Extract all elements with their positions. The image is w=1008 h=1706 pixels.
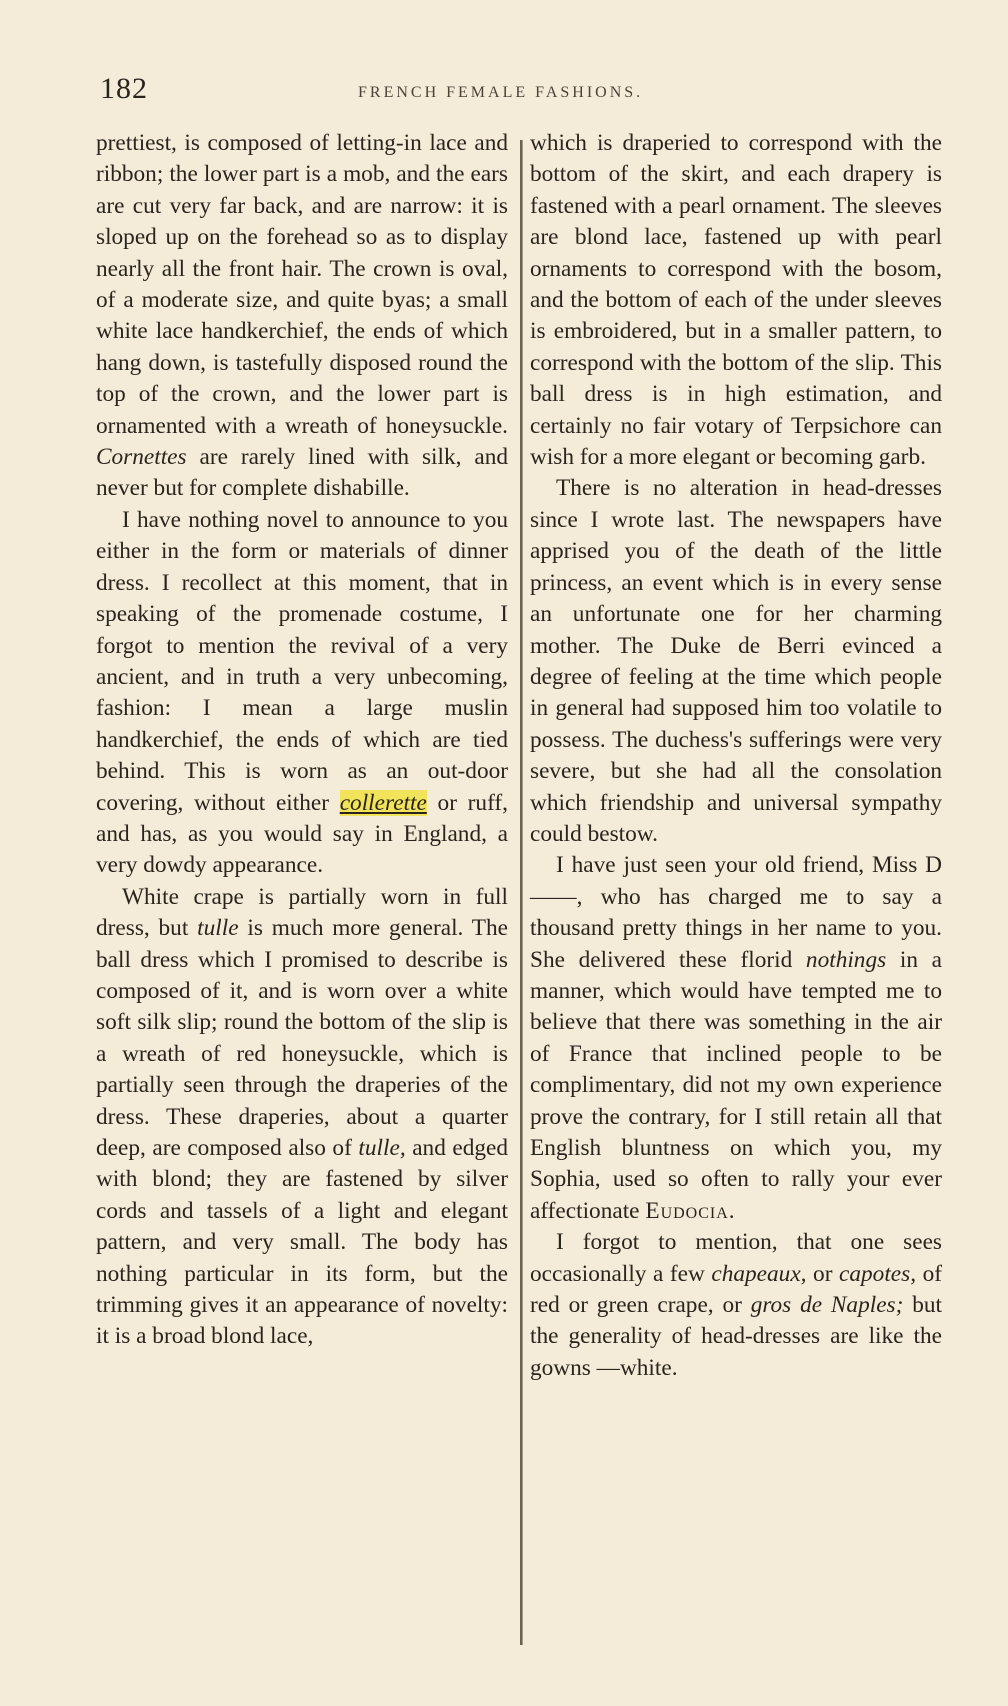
italic-term: tulle, [358,1135,406,1161]
page-header [100,72,920,112]
text-run: and edged with blond; they are fastened by silver cords and tassels of a light and elegant pattern, and very small. The body has nothing particular in its form, but the trimming gives it an appearance of novelty: it is a broad blond lace, [96,1135,509,1350]
text-run: prettiest, is composed of letting-in lace and ribbon; the lower part is a mob, and the ears are cut very far back, and are narrow: it is sloped up on the forehead so as to display nearly all the front hair. The crown is oval, of a moderate size, and quite byas; a small white lace handkerchief, the ends of which hang down, is tastefully disposed round the top of the crown, and the lower part is ornamented with a wreath of honeysuckle. [96,130,508,439]
paragraph [96,128,508,505]
italic-term: nothings [805,946,887,973]
text-run: but the generality of head-dresses are like the gowns —white. [530,1292,942,1381]
text-run: or ruff, and has, as you would say in England, a very dowdy appearance. [96,789,508,879]
running-head: FRENCH FEMALE FASHIONS. [358,84,644,101]
text-run: I have nothing novel to announce to you either in the form or materials of dinner dress. I recollect at this moment, that in speaking of the promenade costume, I forgot to mention the revival of a very ancient, and in truth a very unbecoming, fashion: I mean a large muslin handkerchief, the ends of which are tied behind. This is worn as an out-door covering, without either [96,506,508,816]
text-run: are rarely lined with silk, and never but for complete dishabille. [96,444,508,502]
text-run: is much more general. The ball dress which I promised to describe is composed of it, and is worn over a white soft silk slip; round the bottom of the slip is a wreath of red honeysuckle, which is partially seen through the draperies of the dress. These draperies, about a quarter deep, are composed also of [96,915,508,1161]
left-column [96,128,508,1353]
paragraph [530,1227,942,1384]
signature: Eudocia. [645,1197,736,1224]
italic-term: gros de Naples; [750,1292,904,1319]
italic-term: chapeaux, [711,1260,807,1287]
text-run: or [813,1260,833,1287]
column-rule [520,140,523,1645]
text-run: I forgot to mention, that one sees occasionally a few [530,1229,942,1287]
right-column [530,128,942,1384]
paragraph: which is draperied to correspond with the bottom of the skirt, and each drapery is fastened with a pearl ornament. The sleeves are blond lace, fastened up with pearl ornaments to correspond with the bosom, and the bottom of each of the under sleeves is embroidered, but in a smaller pattern, to correspond with the bottom of the slip. This ball dress is in high estimation, and certainly no fair votary of Terpsichore can wish for a more elegant or becoming garb. [530,130,942,471]
text-run: in a manner, which would have tempted me to believe that there was something in the air of France that inclined people to be complimentary, did not my own experience prove the contrary, for I still retain all that English bluntness on which you, my Sophia, used so often to rally your ever affectionate [530,946,942,1224]
paragraph [96,505,508,882]
text-run: of red or green crape, or [530,1260,943,1319]
paragraph [530,850,942,1227]
italic-term: tulle [197,915,239,942]
italic-term: capotes, [839,1260,917,1287]
text-run: I have just seen your old friend, Miss D——, who has charged me to say a thousand pretty things in her name to you. She delivered these florid [530,852,942,973]
paragraph: There is no alteration in head-dresses since I wrote last. The newspapers have apprised you of the death of the little princess, an event which is in every sense an unfortunate one for her charming mother. The Duke de Berri evinced a degree of feeling at the time which people in general had supposed him too volatile to possess. The duchess's sufferings were very severe, but she had all the consolation which friendship and universal sympathy could bestow. [530,475,942,847]
text-run: White crape is partially worn in full dress, but [96,883,508,942]
page-number: 182 [100,72,148,105]
paragraph [96,882,508,1353]
italic-term: Cornettes [96,444,187,471]
highlighted-term: collerette [339,789,427,816]
